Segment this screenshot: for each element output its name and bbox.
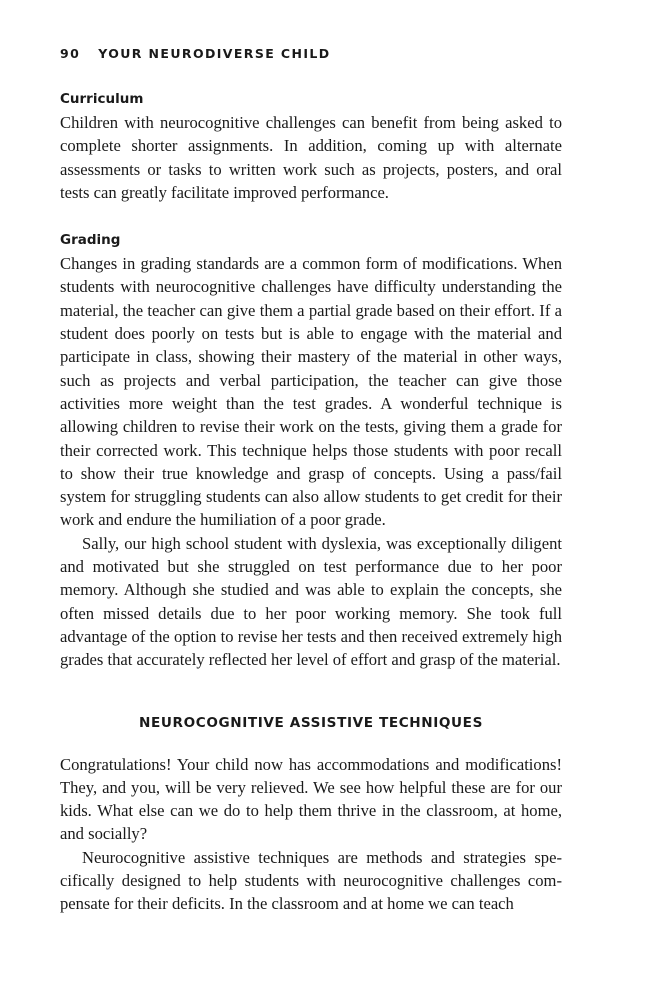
page-number: 90 — [60, 46, 81, 61]
spacer — [60, 204, 562, 229]
grading-heading: Grading — [60, 232, 121, 249]
techniques-heading: NEUROCOGNITIVE ASSISTIVE TECHNIQUES — [139, 714, 483, 731]
section-curriculum — [60, 88, 562, 204]
running-title: YOUR NEURODIVERSE CHILD — [98, 46, 331, 61]
section-grading — [60, 229, 562, 671]
book-page — [60, 44, 562, 916]
grading-paragraph-2: Sally, our high school student with dyslexia, was exceptionally diligent and motivated but she struggled on test performance due to her poor memory. Although she studied and was able to explain the concepts, she often missed details due to her poor working memory. She took full advantage of the option to revise her tests and then received extremely high grades that accurately reflected her level of effort and grasp of the material. — [60, 533, 562, 670]
curriculum-heading: Curriculum — [60, 91, 144, 107]
grading-paragraph-1: Changes in grading standards are a common form of modifications. When students with neurocognitive challenges have difficulty understanding the material, the teacher can give them a partial grade based on their effort. If a student does poorly on tests but is able to engage with the material and participate in class, showing their mastery of the material in other ways, such as projects and verbal participation, the teacher can give those activities more weight than the test grades. A wonderful technique is allowing children to revise their work on the tests, giving them a grade for their corrected work. This technique helps those students with poor recall to show their true knowledge and grasp of concepts. Using a pass/​fail system for struggling students can also allow students to get credit for their work and endure the humiliation of a poor grade. — [60, 254, 562, 530]
techniques-paragraph-2: Neurocognitive assistive techniques are methods and strategies specifically designed to help students with neurocognitive challenges compensate for their deficits. In the classroom and at home we can teach — [60, 847, 562, 914]
curriculum-paragraph: Children with neurocognitive challenges can benefit from being asked to complete shorter assignments. In addition, coming up with alternate assessments or tasks to written work such as projects, posters, and oral tests can greatly facilitate improved performance. — [60, 113, 562, 202]
section-techniques — [60, 712, 562, 916]
techniques-paragraph-1: Congratulations! Your child now has accommodations and modifications! They, and you, will be very relieved. We see how helpful these are for our kids. What else can we do to help them thrive in the classroom, at home, and socially? — [60, 754, 562, 844]
running-head — [60, 44, 562, 64]
